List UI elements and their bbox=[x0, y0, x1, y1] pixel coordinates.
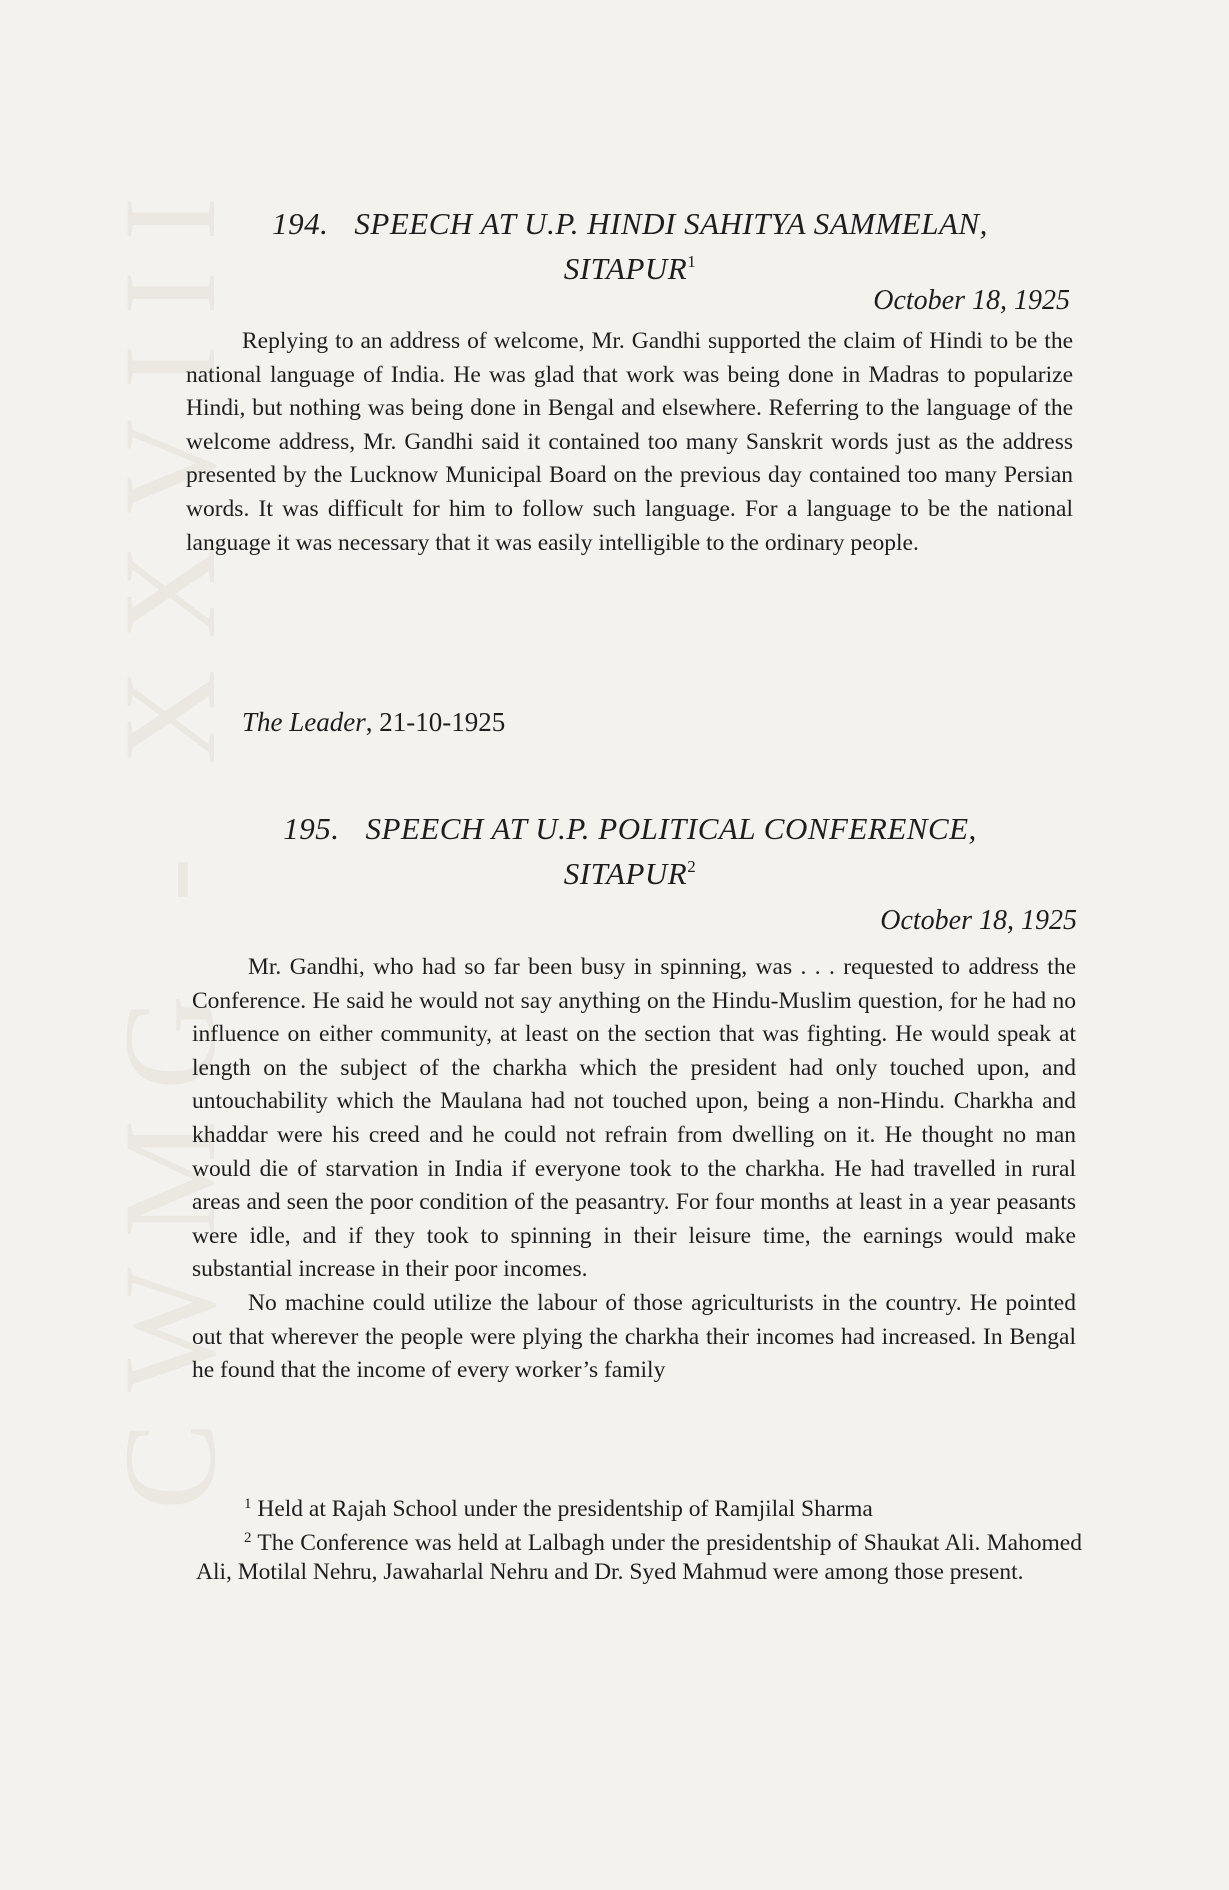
section-194-title-line1 bbox=[185, 205, 1075, 243]
section-195-body bbox=[192, 951, 1076, 1388]
footnote-2-mark: 2 bbox=[244, 1530, 252, 1546]
section-195-paragraph-2: No machine could utilize the labour of those agriculturists in the country. He pointed out that wherever the people were plying the charkha their incomes had increased. In Bengal he found that the income of every worker’s family bbox=[192, 1289, 1076, 1384]
footnote-ref-2[interactable]: 2 bbox=[687, 857, 697, 876]
footnote-1-text: Held at Rajah School under the presidentship of Ramjilal Sharma bbox=[257, 1496, 873, 1522]
footnote-2-text: The Conference was held at Lalbagh under the presidentship of Shaukat Ali. Mahomed Ali, Motilal Nehru, Jawaharlal Nehru and Dr. Syed Mahmud were among those present. bbox=[196, 1530, 1082, 1585]
section-194-body bbox=[186, 325, 1073, 560]
section-194-paragraph: Replying to an address of welcome, Mr. Gandhi supported the claim of Hindi to be the national language of India. He was glad that work was being done in Madras to popularize Hindi, but nothing was being done in Bengal and elsewhere. Referring to the language of the welcome address, Mr. Gandhi said it contained too many Sanskrit words just as the address presented by the Lucknow Municipal Board on the previous day contained too many Persian words. It was difficult for him to follow such language. For a language to be the national language it was necessary that it was easily intelligible to the ordinary people. bbox=[186, 328, 1073, 556]
section-195-heading bbox=[185, 810, 1075, 893]
section-194-title-line2 bbox=[185, 243, 1075, 288]
section-195-date: October 18, 1925 bbox=[880, 905, 1077, 936]
footnote-2 bbox=[196, 1524, 1082, 1587]
section-194-place: SITAPUR bbox=[563, 251, 688, 286]
section-195-title: SPEECH AT U.P. POLITICAL CONFERENCE, bbox=[365, 811, 977, 846]
footnotes bbox=[196, 1490, 1082, 1587]
footnote-ref-1[interactable]: 1 bbox=[687, 252, 697, 271]
section-195-place: SITAPUR bbox=[563, 856, 688, 891]
section-195-title-line2 bbox=[185, 848, 1075, 893]
section-194-number: 194. bbox=[272, 206, 329, 241]
section-194-heading bbox=[185, 205, 1075, 288]
source-publication: The Leader bbox=[242, 707, 366, 737]
section-194-title: SPEECH AT U.P. HINDI SAHITYA SAMMELAN, bbox=[354, 206, 988, 241]
section-194-source bbox=[242, 705, 505, 739]
section-195-paragraph-1: Mr. Gandhi, who had so far been busy in spinning, was . . . requested to address the Conference. He said he would not say anything on the Hindu-Muslim question, for he had no influence on either community, at least on the section that was fighting. He would speak at length on the subject of the charkha which the president had only touched upon, and untouchability which the Maulana had not touched upon, being a non-Hindu. Charkha and khaddar were his creed and he could not refrain from dwelling on it. He thought no man would die of starvation in India if everyone took to the charkha. He had travelled in rural areas and seen the poor condition of the peasantry. For four months at least in a year peasants were idle, and if they took to spinning in their leisure time, the earnings would make substantial increase in their poor incomes. bbox=[192, 954, 1076, 1283]
section-195-number: 195. bbox=[283, 811, 340, 846]
source-date: , 21-10-1925 bbox=[365, 707, 506, 737]
footnote-1-mark: 1 bbox=[244, 1496, 252, 1512]
footnote-1 bbox=[196, 1490, 1082, 1524]
cwmg-watermark: CWMG - XXVIII bbox=[96, 166, 243, 1510]
section-195-title-line1 bbox=[185, 810, 1075, 848]
section-194-date: October 18, 1925 bbox=[873, 285, 1070, 316]
